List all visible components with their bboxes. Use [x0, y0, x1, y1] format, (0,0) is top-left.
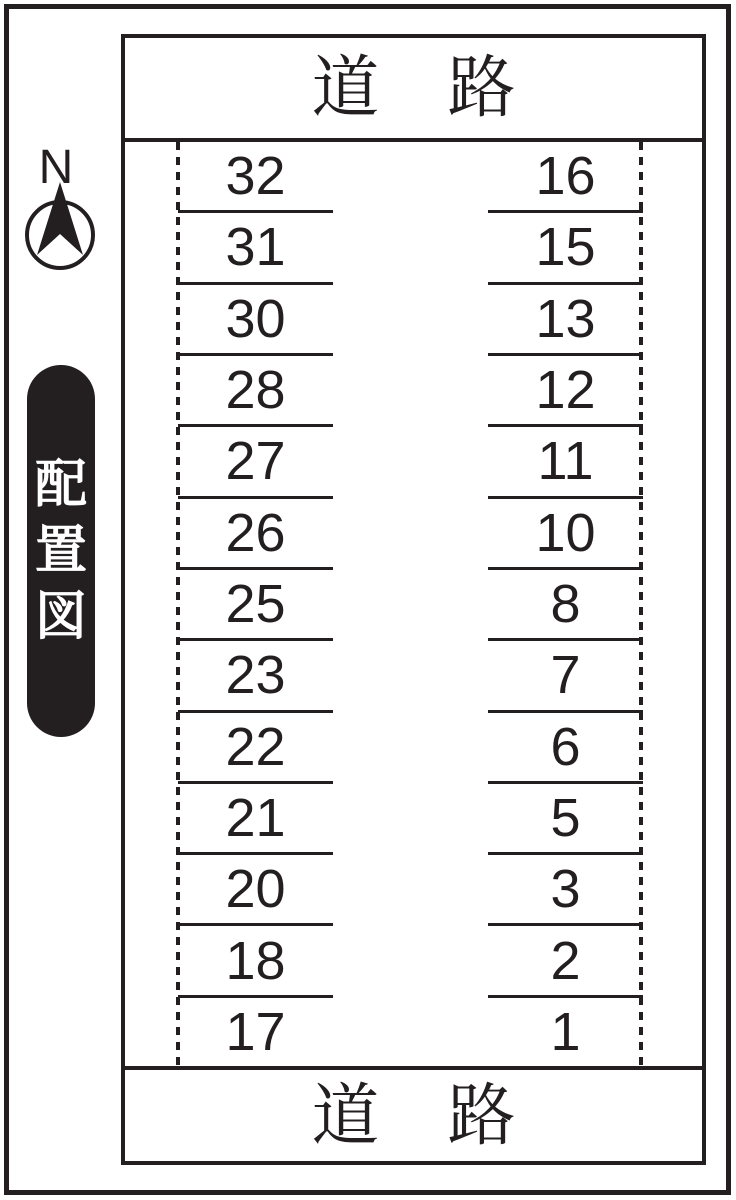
stall-number: 8	[550, 574, 581, 635]
parking-stall	[178, 285, 333, 356]
stall-number: 30	[225, 288, 286, 349]
compass-icon	[20, 146, 100, 280]
parking-stall	[488, 142, 643, 213]
stall-number: 28	[225, 360, 286, 421]
parking-stall	[488, 213, 643, 284]
stall-column-right	[488, 142, 643, 1066]
stall-number: 22	[225, 716, 286, 777]
stall-number: 23	[225, 645, 286, 706]
parking-stall	[178, 142, 333, 213]
parking-stall	[178, 641, 333, 712]
compass-n-label: N	[38, 146, 74, 194]
parking-stall	[488, 784, 643, 855]
stall-number: 3	[550, 859, 581, 920]
stall-number: 11	[537, 431, 594, 492]
stall-number: 12	[535, 360, 596, 421]
parking-stall	[488, 855, 643, 926]
stall-number: 17	[225, 1001, 286, 1062]
stall-number: 25	[225, 574, 286, 635]
parking-stall	[178, 855, 333, 926]
road-label-bottom: 道 路	[125, 1066, 702, 1161]
stall-area	[125, 142, 702, 1066]
road-label-top: 道 路	[125, 38, 702, 142]
title-char: 置	[34, 522, 87, 580]
stall-number: 26	[225, 502, 286, 563]
stall-number: 6	[550, 716, 581, 777]
stall-number: 20	[225, 859, 286, 920]
stall-number: 21	[225, 787, 286, 848]
parking-stall	[488, 641, 643, 712]
stall-number: 16	[535, 146, 596, 207]
north-indicator	[20, 146, 100, 280]
title-badge	[27, 365, 95, 737]
stall-number: 31	[225, 217, 286, 278]
stall-number: 5	[550, 787, 581, 848]
stall-number: 27	[225, 431, 286, 492]
site-plan	[121, 34, 706, 1165]
parking-stall	[178, 998, 333, 1066]
stall-number: 18	[225, 930, 286, 991]
parking-stall	[178, 499, 333, 570]
parking-stall	[488, 356, 643, 427]
stall-number: 1	[550, 1001, 581, 1062]
parking-stall	[178, 926, 333, 997]
parking-stall	[488, 570, 643, 641]
title-char: 図	[34, 588, 87, 646]
stall-column-left	[178, 142, 333, 1066]
parking-stall	[488, 499, 643, 570]
parking-stall	[178, 713, 333, 784]
parking-stall	[178, 570, 333, 641]
stall-number: 2	[550, 930, 581, 991]
title-char: 配	[34, 456, 87, 514]
stall-number: 32	[225, 146, 286, 207]
stall-number: 10	[535, 502, 596, 563]
stall-number: 7	[550, 645, 581, 706]
parking-stall	[178, 784, 333, 855]
parking-stall	[488, 427, 643, 498]
stall-number: 15	[535, 217, 596, 278]
parking-stall	[488, 285, 643, 356]
parking-stall	[178, 213, 333, 284]
parking-stall	[178, 356, 333, 427]
parking-stall	[178, 427, 333, 498]
parking-stall	[488, 713, 643, 784]
parking-stall	[488, 998, 643, 1066]
stall-number: 13	[535, 288, 596, 349]
parking-stall	[488, 926, 643, 997]
